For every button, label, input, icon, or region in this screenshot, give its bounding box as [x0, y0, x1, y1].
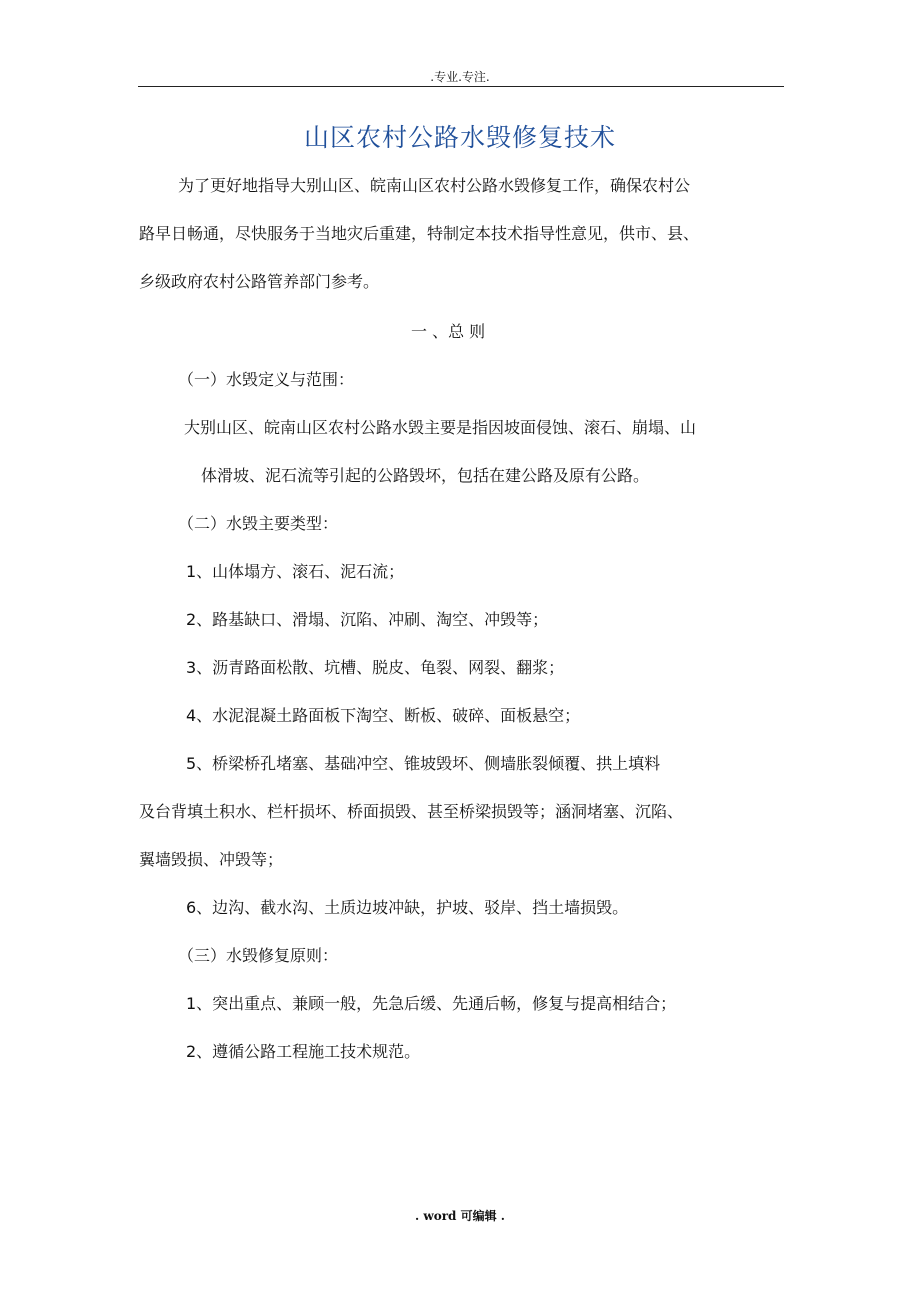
- definition-line-1: 大别山区、皖南山区农村公路水毁主要是指因坡面侵蚀、滚石、崩塌、山: [184, 418, 697, 437]
- principle-item-1: 1、突出重点、兼顾一般，先急后缓、先通后畅，修复与提高相结合；: [186, 994, 677, 1013]
- sub-heading-types: （二）水毁主要类型：: [178, 514, 339, 533]
- type-item-5-line-3: 翼墙毁损、冲毁等；: [139, 850, 284, 869]
- header-divider: [138, 86, 784, 87]
- sub-heading-principles: （三）水毁修复原则：: [178, 946, 339, 965]
- type-item-5-line-1: 5、桥梁桥孔堵塞、基础冲空、锥坡毁坏、侧墙胀裂倾覆、拱上填料: [186, 754, 661, 773]
- type-item-2: 2、路基缺口、滑塌、沉陷、冲刷、淘空、冲毁等；: [186, 610, 549, 629]
- section-heading-general: 一 、总 则: [411, 322, 486, 341]
- type-item-1: 1、山体塌方、滚石、泥石流；: [186, 562, 405, 581]
- intro-line-2: 路早日畅通，尽快服务于当地灾后重建，特制定本技术指导性意见，供市、县、: [139, 224, 700, 243]
- page-footer: . word 可编辑 .: [415, 1209, 505, 1223]
- type-item-5-line-2: 及台背填土积水、栏杆损坏、桥面损毁、甚至桥梁损毁等；涵洞堵塞、沉陷、: [139, 802, 684, 821]
- type-item-3: 3、沥青路面松散、坑槽、脱皮、龟裂、网裂、翻浆；: [186, 658, 565, 677]
- principle-item-2: 2、遵循公路工程施工技术规范。: [186, 1042, 421, 1061]
- page-header: .专业.专注.: [430, 70, 490, 84]
- definition-line-2: 体滑坡、泥石流等引起的公路毁坏，包括在建公路及原有公路。: [201, 466, 650, 485]
- intro-line-3: 乡级政府农村公路管养部门参考。: [139, 272, 380, 291]
- type-item-6: 6、边沟、截水沟、土质边坡冲缺，护坡、驳岸、挡土墙损毁。: [186, 898, 629, 917]
- sub-heading-definition: （一）水毁定义与范围：: [178, 370, 355, 389]
- intro-line-1: 为了更好地指导大别山区、皖南山区农村公路水毁修复工作，确保农村公: [178, 176, 691, 195]
- type-item-4: 4、水泥混凝土路面板下淘空、断板、破碎、面板悬空；: [186, 706, 581, 725]
- document-title: 山区农村公路水毁修复技术: [303, 123, 616, 152]
